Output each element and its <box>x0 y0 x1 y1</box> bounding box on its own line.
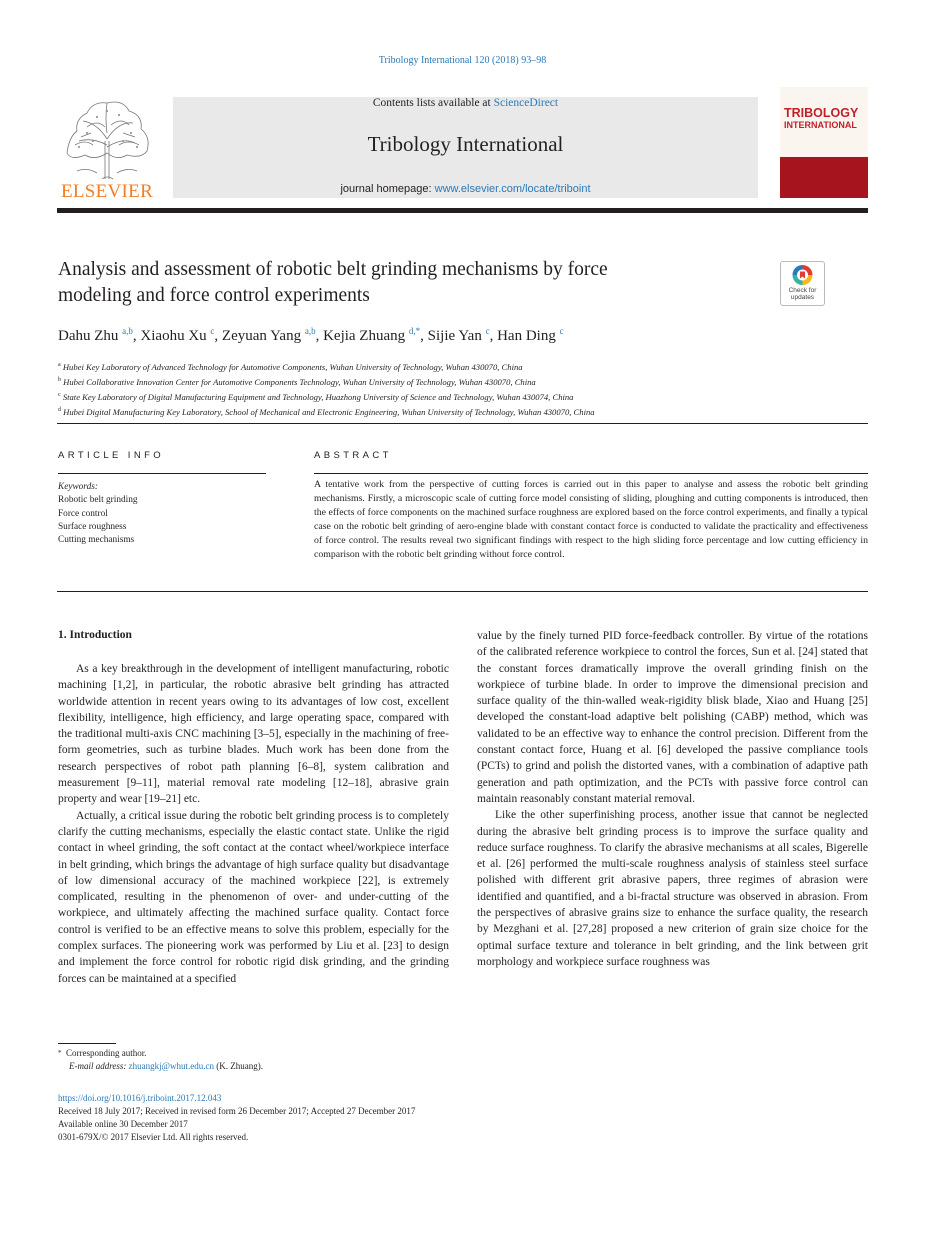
affiliation-label: c <box>58 392 61 399</box>
affiliation-label: d <box>58 407 61 414</box>
author-name: Xiaohu Xu <box>140 328 207 344</box>
journal-citation[interactable]: Tribology International 120 (2018) 93–98 <box>378 55 547 66</box>
email-label: E-mail address: <box>69 1061 129 1071</box>
keywords-block <box>58 481 268 547</box>
affiliation-label: a <box>58 362 61 368</box>
sciencedirect-link[interactable]: ScienceDirect <box>493 97 559 109</box>
author-name: Kejia Zhuang <box>323 328 406 344</box>
affiliation-label: b <box>58 377 61 384</box>
affiliation <box>58 374 868 389</box>
author-name: Dahu Zhu <box>58 328 119 344</box>
abstract-rule <box>314 473 868 474</box>
body-paragraph: Actually, a critical issue during the robotic belt grinding process is to completely clarify the cutting mechanisms, especially the elastic contact state. Unlike the rigid contact in wheel grinding, the soft contact at the contact wheel/workpiece interface in belt grinding, which brings the advantage of high surface quality but disadvantage of low dimensional accuracy of the machined workpiece [22], is extremely complicated, resulting in the phenomenon of over- and under-cutting of the workpiece, and ultimately affecting the machined surface quality. Contact force control is verified to be an effective means to solve this problem, especially for the complex surfaces. The pioneering work was performed by Liu et al. [23] to design and implement the force control for robotic rigid disk grinding, and the grinding forces can be maintained at a specified <box>58 809 449 985</box>
header-divider <box>57 208 868 213</box>
affiliation <box>58 359 868 374</box>
affiliation <box>58 389 868 404</box>
author-affil-sup[interactable]: c <box>210 326 215 336</box>
author <box>58 328 133 344</box>
received-dates: Received 18 July 2017; Received in revised form 26 December 2017; Accepted 27 December 2017 <box>58 1106 416 1116</box>
crossmark-label-line-2: updates <box>790 294 815 301</box>
homepage-prefix: journal homepage: <box>340 183 435 195</box>
journal-homepage <box>173 183 758 195</box>
homepage-link[interactable]: www.elsevier.com/locate/triboint <box>434 183 591 195</box>
author <box>222 328 316 344</box>
author-affil-sup[interactable]: c <box>485 326 490 336</box>
doi-link[interactable]: https://doi.org/10.1016/j.triboint.2017.12.043 <box>58 1093 222 1103</box>
author-name: Han Ding <box>497 328 556 344</box>
section-divider <box>57 423 868 424</box>
journal-cover-thumbnail[interactable] <box>780 87 868 198</box>
copyright: 0301-679X/© 2017 Elsevier Ltd. All rights reserved. <box>58 1132 249 1142</box>
contents-prefix: Contents lists available at <box>372 97 494 109</box>
body-paragraph: value by the finely turned PID force-feedback controller. By virtue of the rotations of the calibrated reference workpiece to control the forces, Sun et al. [24] stated that the constant forces dramatically improve the overall grinding finish on the workpiece of turbine blade. In order to improve the dimensional precision and surface quality of the thin-walled weak-rigidity blisk blade, Xiao and Huang [25] developed the constant-load adaptive belt polishing (CABP) method, which was validated to be an effective way to enhance the control precision. Different from the constant contact force, Huang et al. [6] developed the passive compliance tools (PCTs) to grind and polish the distorted vanes, with a combination of adaptive path generation and path optimization, and the PCTs with passive force control can maintain reasonably constant material removal. <box>477 630 868 805</box>
crossmark-label-line-1: Check for <box>788 287 817 294</box>
article-info-heading: ARTICLE INFO <box>58 450 165 461</box>
footnote <box>58 1047 263 1073</box>
section-heading: 1. Introduction <box>58 629 132 641</box>
available-online: Available online 30 December 2017 <box>58 1119 188 1129</box>
article-title <box>58 257 758 309</box>
affiliation-text: Hubei Digital Manufacturing Key Laboratory, School of Mechanical and Electronic Engineering, Wuhan University of Technology, Wuhan 430070, China <box>63 407 595 418</box>
author-name: Sijie Yan <box>427 328 482 344</box>
author <box>428 328 490 344</box>
body-paragraph: Like the other superfinishing process, another issue that cannot be neglected during the abrasive belt grinding process is to improve the surface quality and reduce surface roughness. To clarify the abrasive mechanisms at all scales, Bigerelle et al. [26] performed the multi-scale roughness analysis of stainless steel surface polished with different grit abrasive papers, three regimes of abrasion were identified and quantified, and a bi-fractal structure was observed in abrasion. From the perspectives of abrasive grains size to enhance the surface quality, the research by Mezghani et al. [27,28] proposed a new criterion of grain size choice for the optimal surface texture and tolerance in belt grinding, and the link between grit morphology and workpiece surface roughness was <box>477 809 868 968</box>
affiliation-text: Hubei Collaborative Innovation Center for Automotive Components Technology, Wuhan University of Technology, Wuhan 430070, China <box>63 376 536 387</box>
keyword: Cutting mechanisms <box>58 535 135 546</box>
publication-info <box>58 1092 415 1144</box>
author-affil-sup[interactable]: c <box>559 326 564 336</box>
author-affil-sup[interactable]: a,b <box>122 326 133 336</box>
author-affil-sup[interactable]: d,* <box>408 326 421 336</box>
author-list: Dahu Zhu $^{a,b}$, Xiaohu Xu $^c$, Zeyuan Yang $^{a,b}$, Kejia Zhuang $^{d,*}$, Sijie Yan $^c$, Han Ding $^c$ <box>58 326 564 344</box>
keyword: Robotic belt grinding <box>58 495 138 506</box>
keyword: Surface roughness <box>58 521 127 532</box>
abstract-text: A tentative work from the perspective of cutting forces is carried out in this paper to analyse and assess the robotic belt grinding mechanisms. Firstly, a microscopic scale of cutting force model consisting of sliding, ploughing and cutting components is introduced, then the effects of force components on the machined surface roughness are explored based on the force control experiments, and finally a typical case on the robotic belt grinding of aero-engine blade with constant contact force is conducted to validate the practicality and effectiveness of force control. The results reveal two significant findings with respect to the high sliding force percentage and low cutting efficiency in comparison with the robotic belt grinding without force control. <box>314 479 868 561</box>
title-line-2: modeling and force control experiments <box>58 285 370 306</box>
crossmark-icon <box>781 262 824 288</box>
keyword: Force control <box>58 508 108 519</box>
cover-title: TRIBOLOGY <box>784 106 859 120</box>
cover-subtitle: INTERNATIONAL <box>784 120 857 130</box>
author <box>140 328 214 344</box>
email-line <box>58 1060 263 1073</box>
author <box>323 328 420 344</box>
body-paragraph: As a key breakthrough in the development of intelligent manufacturing, robotic machining [1,2], in particular, the robotic abrasive belt grinding has attracted worldwide attention in recent years owing to its advantages of low cost, excellent flexibility, intelligence, high efficiency, and large operating space, compared with the traditional multi-axis CNC machining [3–5], especially in the machining of free-form geometries, such as turbine blades. Much work has been done from the research perspectives of robot path planning [6–8], system calibration and measurement [9–11], material removal rate modeling [12–18], abrasive grain property and wear [19–21] etc. <box>58 663 449 806</box>
email-suffix: (K. Zhuang). <box>213 1061 263 1071</box>
affiliation-text: Hubei Key Laboratory of Advanced Technology for Automotive Components, Wuhan University of Technology, Wuhan 430070, China <box>62 361 523 372</box>
title-line-1: Analysis and assessment of robotic belt grinding mechanisms by force <box>58 259 608 280</box>
crossmark-label <box>781 287 824 301</box>
email-link[interactable]: zhuangkj@whut.edu.cn <box>128 1061 214 1071</box>
affiliation <box>58 404 868 419</box>
affiliation-text: State Key Laboratory of Digital Manufacturing Equipment and Technology, Huazhong University of Science and Technology, Wuhan 430074, China <box>62 391 574 402</box>
footnote-rule <box>58 1043 116 1044</box>
corresponding-author-note <box>58 1047 263 1060</box>
abstract-heading: ABSTRACT <box>314 450 392 461</box>
check-for-updates-button[interactable] <box>780 261 825 306</box>
elsevier-wordmark: ELSEVIER <box>60 181 154 202</box>
section-divider <box>57 591 868 592</box>
author <box>497 328 564 344</box>
journal-name: Tribology International <box>367 132 564 156</box>
body-column-right <box>477 628 868 970</box>
body-column-left <box>58 661 449 987</box>
author-name: Zeyuan Yang <box>221 328 302 344</box>
keywords-label: Keywords: <box>58 482 98 492</box>
author-affil-sup[interactable]: a,b <box>304 326 316 336</box>
footnote-star: * <box>58 1049 62 1057</box>
affiliations <box>58 359 868 419</box>
corresponding-author-text: Corresponding author. <box>66 1048 147 1058</box>
contents-line <box>173 97 758 109</box>
article-info-rule <box>58 473 266 474</box>
